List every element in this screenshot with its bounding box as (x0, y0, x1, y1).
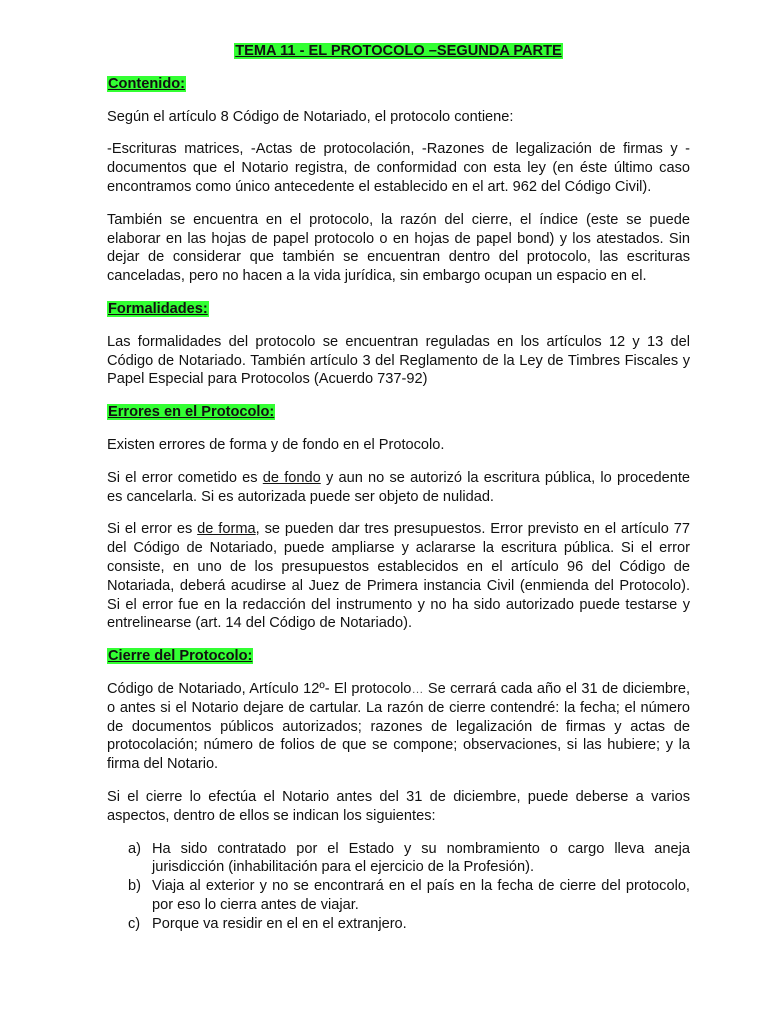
errores-paragraph-1: Existen errores de forma y de fondo en el Protocolo. (107, 436, 445, 453)
section-heading-contenido (107, 75, 690, 94)
contenido-paragraph-1: Según el artículo 8 Código de Notariado, el protocolo contiene: (107, 108, 514, 125)
list-item (107, 877, 690, 915)
errores-p3-text-after: , se pueden dar tres presupuestos. Error previsto en el artículo 77 del Código de Notariado, puede ampliarse y aclararse la escritura pública. Si el error consiste, en uno de los presupuestos establecidos en el artículo 96 del Código de Notariada, deberá acudirse al Juez de Primera instancia Civil (enmienda del Protocolo). Si el error fue en la redacción del instrumento y no ha sido autorizado puede testarse y entrelinearse (art. 14 del Código de Notariado). (107, 521, 691, 632)
errores-p3-text-before: Si el error es (107, 521, 198, 538)
formalidades-paragraph-1: Las formalidades del protocolo se encuentran reguladas en los artículos 12 y 13 del Código de Notariado. También artículo 3 del Reglamento de la Ley de Timbres Fiscales y Papel Especial para Protocolos (Acuerdo 737-92) (107, 333, 690, 388)
errores-paragraph-3 (107, 520, 690, 633)
page-title: TEMA 11 - EL PROTOCOLO –SEGUNDA PARTE (235, 43, 562, 59)
heading-cierre: Cierre del Protocolo: (108, 648, 253, 665)
list-item (107, 915, 690, 934)
section-heading-formalidades (107, 300, 690, 319)
title-block (107, 42, 690, 61)
errores-paragraph-2 (107, 469, 690, 507)
contenido-paragraph-2: -Escrituras matrices, -Actas de protocolación, -Razones de legalización de firmas y -documentos que el Notario registra, de conformidad con esta ley (en éste último caso encontramos como único antecedente el establecido en el art. 962 del Código Civil). (107, 141, 690, 195)
cierre-p1-text-before: Código de Notariado, Artículo 12º- El protocolo (107, 680, 412, 697)
contenido-paragraph-3: También se encuentra en el protocolo, la razón del cierre, el índice (este se puede elaborar en las hojas de papel protocolo o en hojas de papel bond) y los atestados. Sin dejar de considerar que también se encuentran dentro del protocolo, las escrituras canceladas, pero no hacen a la vida jurídica, sin embargo ocupan un espacio en el. (107, 211, 690, 285)
heading-formalidades: Formalidades: (108, 300, 208, 317)
errores-p3-underline: de forma (197, 521, 256, 538)
list-marker: b) (128, 878, 141, 895)
list-item-text: Viaja al exterior y no se encontrará en el país en la fecha de cierre del protocolo, por eso lo cierra antes de viajar. (152, 878, 690, 913)
list-item (107, 840, 690, 878)
errores-p2-text-before: Si el error cometido es (107, 469, 263, 486)
section-heading-cierre (107, 647, 690, 666)
cierre-p1-text-after: Se cerrará cada año el 31 de diciembre, o antes si el Notario dejare de cartular. La razón de cierre contendré: la fecha; el número de documentos públicos autorizados; razones de legalización de firmas y actas de protocolación; número de folios de que se compone; observaciones, si las hubiere; y la firma del Notario. (107, 680, 690, 773)
cierre-reasons-list (107, 840, 690, 934)
errores-p2-text-after: y aun no se autorizó la escritura pública, lo procedente es cancelarla. Si es autorizada puede ser objeto de nulidad. (107, 469, 691, 505)
cierre-paragraph-2: Si el cierre lo efectúa el Notario antes del 31 de diciembre, puede deberse a varios aspectos, dentro de ellos se indican los siguientes: (107, 788, 690, 824)
heading-contenido: Contenido: (108, 75, 186, 92)
list-marker: a) (128, 840, 141, 857)
cierre-paragraph-1 (107, 680, 690, 774)
section-heading-errores (107, 403, 690, 422)
list-marker: c) (128, 915, 141, 932)
heading-errores: Errores en el Protocolo: (108, 404, 275, 421)
list-item-text: Ha sido contratado por el Estado y su nombramiento o cargo lleva aneja jurisdicción (inhabilitación para el ejercicio de la Profesión). (152, 840, 690, 876)
list-item-text: Porque va residir en el en el extranjero. (152, 915, 407, 932)
errores-p2-underline: de fondo (262, 469, 321, 486)
cierre-p1-ellipsis: … (411, 681, 424, 696)
